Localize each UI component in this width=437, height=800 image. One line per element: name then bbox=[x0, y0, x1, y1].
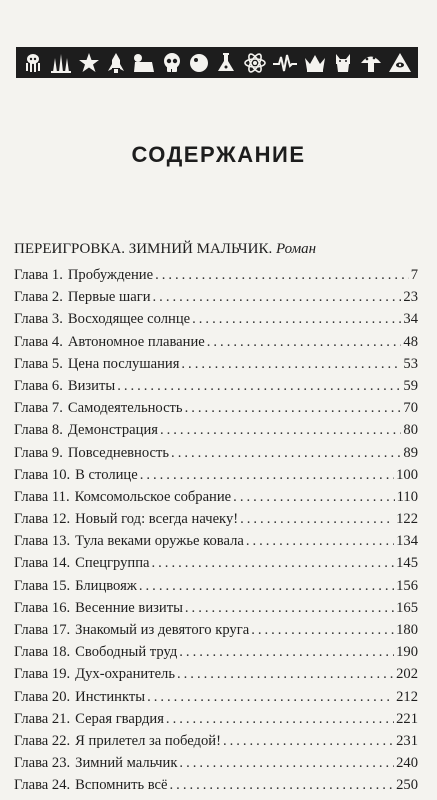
chapter-title: Весенние визиты bbox=[75, 599, 183, 616]
table-of-contents bbox=[14, 267, 418, 800]
chapter-number: Глава 12. bbox=[14, 511, 71, 528]
dot-leader bbox=[179, 755, 394, 772]
chapter-title: Спецгруппа bbox=[75, 555, 150, 572]
page-number: 240 bbox=[396, 755, 418, 772]
page-number: 48 bbox=[403, 333, 418, 350]
dot-leader bbox=[251, 622, 394, 639]
page-number: 134 bbox=[396, 533, 418, 550]
dot-leader bbox=[155, 267, 409, 284]
toc-entry bbox=[14, 689, 418, 711]
toc-entry bbox=[14, 511, 418, 533]
chapter-title: Повседневность bbox=[67, 444, 170, 461]
page-number: 145 bbox=[396, 555, 418, 572]
page-number: 250 bbox=[396, 777, 418, 794]
dot-leader bbox=[185, 600, 394, 617]
page-number: 34 bbox=[403, 311, 418, 328]
page-number: 122 bbox=[396, 511, 418, 528]
page-number: 231 bbox=[396, 732, 418, 749]
chapter-title: Первые шаги bbox=[67, 289, 151, 306]
chapter-number: Глава 17. bbox=[14, 622, 71, 638]
chapter-number: Глава 20. bbox=[14, 688, 71, 705]
book-genre: Роман bbox=[276, 241, 317, 257]
heartbeat-icon bbox=[272, 52, 298, 74]
chapter-number: Глава 10. bbox=[14, 466, 71, 483]
toc-entry bbox=[14, 555, 418, 577]
atom-icon bbox=[243, 52, 267, 74]
chapter-number: Глава 13. bbox=[14, 533, 71, 550]
toc-entry bbox=[14, 311, 418, 333]
dot-leader bbox=[223, 733, 394, 750]
page-number: 190 bbox=[396, 644, 418, 661]
toc-entry bbox=[14, 578, 418, 600]
chapter-number: Глава 6. bbox=[14, 377, 63, 394]
dot-leader bbox=[185, 400, 402, 417]
chapter-number: Глава 5. bbox=[14, 355, 63, 372]
chapter-number: Глава 4. bbox=[14, 333, 63, 350]
chapter-title: Самодеятельность bbox=[67, 400, 183, 417]
chapter-number: Глава 9. bbox=[14, 444, 63, 461]
chapter-number: Глава 18. bbox=[14, 644, 71, 661]
chapter-number: Глава 11. bbox=[14, 488, 70, 505]
dot-leader bbox=[147, 689, 394, 706]
page-number: 100 bbox=[396, 466, 418, 483]
chapter-title: Серая гвардия bbox=[75, 710, 164, 727]
toc-entry bbox=[14, 600, 418, 622]
rocket-icon bbox=[105, 52, 127, 74]
chapter-title: Знакомый из девятого круга bbox=[75, 622, 250, 638]
toc-entry bbox=[14, 400, 418, 422]
dot-leader bbox=[170, 777, 395, 794]
chapter-title: Я прилетел за победой! bbox=[75, 732, 221, 749]
chapter-number: Глава 3. bbox=[14, 311, 63, 328]
castle-icon bbox=[49, 52, 73, 74]
dot-leader bbox=[233, 489, 394, 506]
page-number: 23 bbox=[403, 289, 418, 306]
dot-leader bbox=[207, 334, 402, 351]
chapter-title: Визиты bbox=[67, 377, 116, 394]
chapter-number: Глава 23. bbox=[14, 755, 71, 772]
mushroom-icon bbox=[359, 52, 383, 74]
dot-leader bbox=[152, 555, 395, 572]
dot-leader bbox=[240, 511, 394, 528]
dot-leader bbox=[177, 666, 394, 683]
chapter-title: Вспомнить всё bbox=[75, 777, 168, 794]
page-number: 59 bbox=[403, 377, 418, 394]
chapter-title: Демонстрация bbox=[67, 422, 158, 439]
toc-entry bbox=[14, 711, 418, 733]
page-number: 89 bbox=[403, 444, 418, 461]
toc-entry bbox=[14, 489, 418, 511]
chapter-number: Глава 21. bbox=[14, 710, 71, 727]
page-number: 202 bbox=[396, 666, 418, 683]
chapter-number: Глава 22. bbox=[14, 732, 71, 749]
toc-entry bbox=[14, 334, 418, 356]
chapter-title: Цена послушания bbox=[67, 355, 180, 372]
chapter-title: Свободный труд bbox=[75, 644, 178, 661]
flask-icon bbox=[215, 52, 237, 74]
toc-entry bbox=[14, 777, 418, 799]
chapter-title: Инстинкты bbox=[75, 688, 146, 705]
chapter-title: Автономное плавание bbox=[67, 333, 205, 350]
dot-leader bbox=[160, 422, 401, 439]
chapter-title: Блицвояж bbox=[75, 577, 137, 594]
dot-leader bbox=[153, 289, 402, 306]
dot-leader bbox=[179, 644, 394, 661]
dot-leader bbox=[117, 378, 401, 395]
toc-entry bbox=[14, 422, 418, 444]
toc-entry bbox=[14, 733, 418, 755]
page-number: 165 bbox=[396, 599, 418, 616]
dot-leader bbox=[166, 711, 394, 728]
star-icon bbox=[78, 52, 100, 74]
chapter-title: Пробуждение bbox=[67, 267, 154, 283]
page-number: 212 bbox=[396, 688, 418, 705]
chapter-number: Глава 2. bbox=[14, 289, 63, 306]
page-number: 221 bbox=[396, 710, 418, 727]
chapter-number: Глава 15. bbox=[14, 577, 71, 594]
dot-leader bbox=[181, 356, 401, 373]
toc-entry bbox=[14, 622, 418, 644]
chapter-title: Комсомольское собрание bbox=[74, 488, 232, 505]
dot-leader bbox=[140, 467, 394, 484]
chapter-number: Глава 16. bbox=[14, 599, 71, 616]
crown-icon bbox=[303, 52, 327, 74]
chapter-title: Новый год: всегда начеку! bbox=[75, 511, 239, 528]
book-title: ПЕРЕИГРОВКА. ЗИМНИЙ МАЛЬЧИК. bbox=[14, 241, 273, 257]
sphinx-icon bbox=[132, 52, 156, 74]
page-number: 53 bbox=[403, 355, 418, 372]
book-heading bbox=[14, 241, 316, 258]
page-title: СОДЕРЖАНИЕ bbox=[131, 142, 306, 167]
octopus-icon bbox=[22, 52, 44, 74]
toc-entry bbox=[14, 644, 418, 666]
chapter-title: В столице bbox=[75, 466, 138, 483]
page-number: 7 bbox=[410, 267, 418, 283]
chapter-title: Дух-охранитель bbox=[75, 666, 175, 683]
skull-icon bbox=[161, 52, 183, 74]
toc-entry bbox=[14, 666, 418, 688]
page-number: 110 bbox=[396, 488, 418, 505]
toc-entry bbox=[14, 356, 418, 378]
ball-icon bbox=[188, 52, 210, 74]
toc-entry bbox=[14, 378, 418, 400]
toc-entry bbox=[14, 445, 418, 467]
chapter-number: Глава 19. bbox=[14, 666, 71, 683]
dot-leader bbox=[246, 533, 394, 550]
toc-entry bbox=[14, 533, 418, 555]
chapter-title: Восходящее солнце bbox=[67, 311, 191, 328]
chapter-number: Глава 8. bbox=[14, 422, 63, 439]
toc-entry bbox=[14, 267, 418, 289]
dot-leader bbox=[171, 445, 401, 462]
toc-entry bbox=[14, 755, 418, 777]
page-number: 180 bbox=[396, 622, 418, 638]
pyramid-eye-icon bbox=[388, 52, 412, 74]
toc-entry bbox=[14, 289, 418, 311]
decorative-banner bbox=[16, 47, 418, 78]
chapter-title: Зимний мальчик bbox=[75, 755, 178, 772]
page-number: 80 bbox=[403, 422, 418, 439]
dot-leader bbox=[139, 578, 394, 595]
chapter-number: Глава 7. bbox=[14, 400, 63, 417]
chapter-number: Глава 1. bbox=[14, 267, 63, 283]
page-number: 70 bbox=[403, 400, 418, 417]
chapter-number: Глава 24. bbox=[14, 777, 71, 794]
chapter-title: Тула веками оружье ковала bbox=[75, 533, 244, 550]
page-number: 156 bbox=[396, 577, 418, 594]
cat-icon bbox=[332, 52, 354, 74]
toc-entry bbox=[14, 467, 418, 489]
dot-leader bbox=[192, 311, 401, 328]
chapter-number: Глава 14. bbox=[14, 555, 71, 572]
